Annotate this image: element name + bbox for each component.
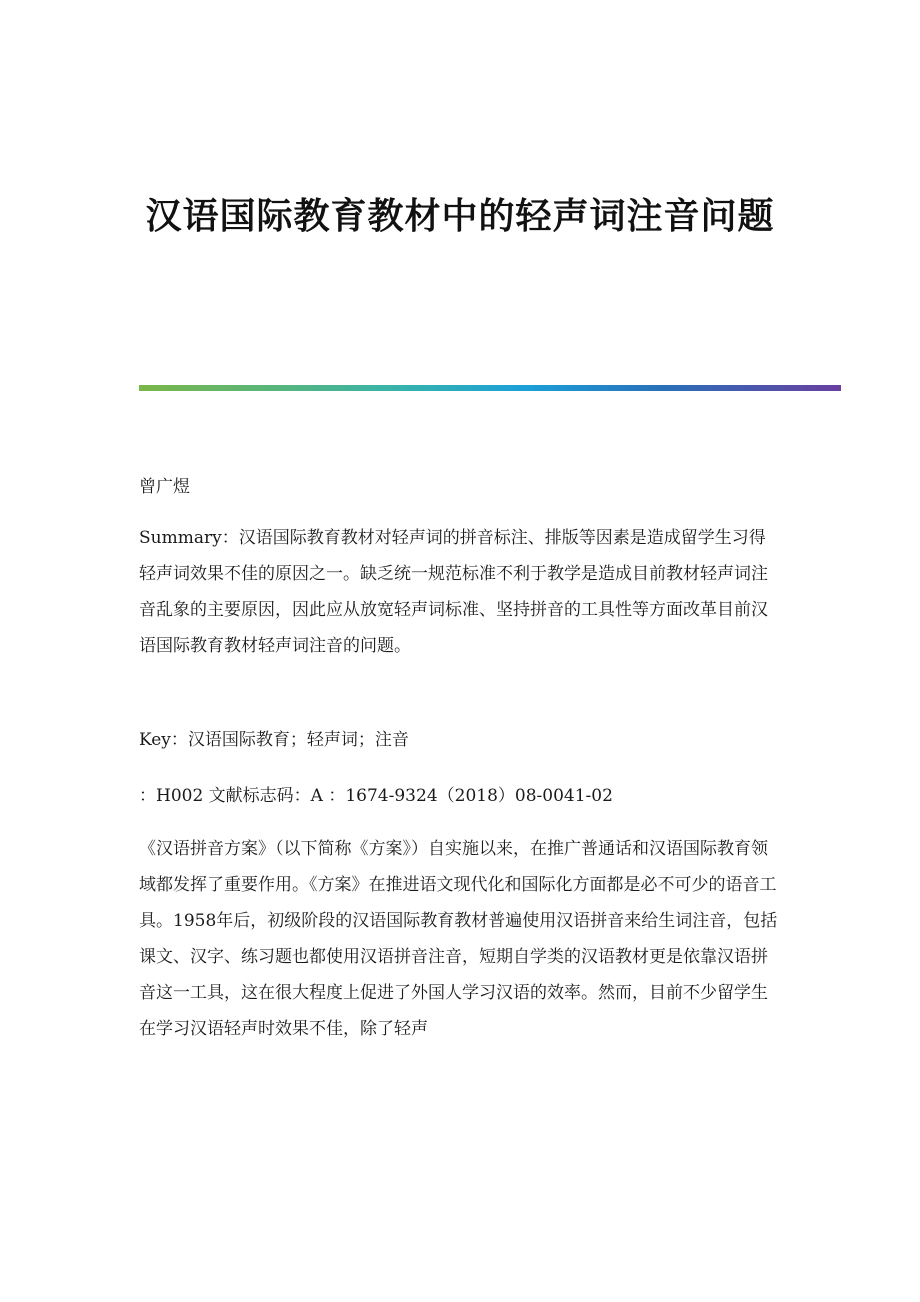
summary-paragraph [139, 520, 781, 664]
keywords-line [139, 722, 779, 758]
classification-line: ：H002 文献标志码：A ：1674-9324（2018）08-0041-02 [139, 786, 613, 806]
summary-text: 汉语国际教育教材对轻声词的拼音标注、排版等因素是造成留学生习得轻声词效果不佳的原因之一。缺乏统一规范标准不利于教学是造成目前教材轻声词注音乱象的主要原因，因此应从放宽轻声词标准、坚持拼音的工具性等方面改革目前汉语国际教育教材轻声词注音的问题。 [139, 528, 768, 656]
summary-label: Summary： [139, 528, 239, 548]
keywords-label: Key： [139, 730, 188, 750]
keywords-text: 汉语国际教育；轻声词；注音 [187, 730, 409, 750]
page-title: 汉语国际教育教材中的轻声词注音问题 [145, 195, 775, 237]
title-divider [139, 385, 841, 391]
body-paragraph: 《汉语拼音方案》（以下简称《方案》）自实施以来，在推广普通话和汉语国际教育领域都发挥了重要作用。《方案》在推进语文现代化和国际化方面都是必不可少的语音工具。1958年后，初级阶段的汉语国际教育教材普遍使用汉语拼音来给生词注音，包括课文、汉字、练习题也都使用汉语拼音注音，短期自学类的汉语教材更是依靠汉语拼音这一工具，这在很大程度上促进了外国人学习汉语的效率。然而，目前不少留学生在学习汉语轻声时效果不佳，除了轻声 [139, 839, 778, 1039]
author-name: 曾广煜 [139, 477, 190, 497]
